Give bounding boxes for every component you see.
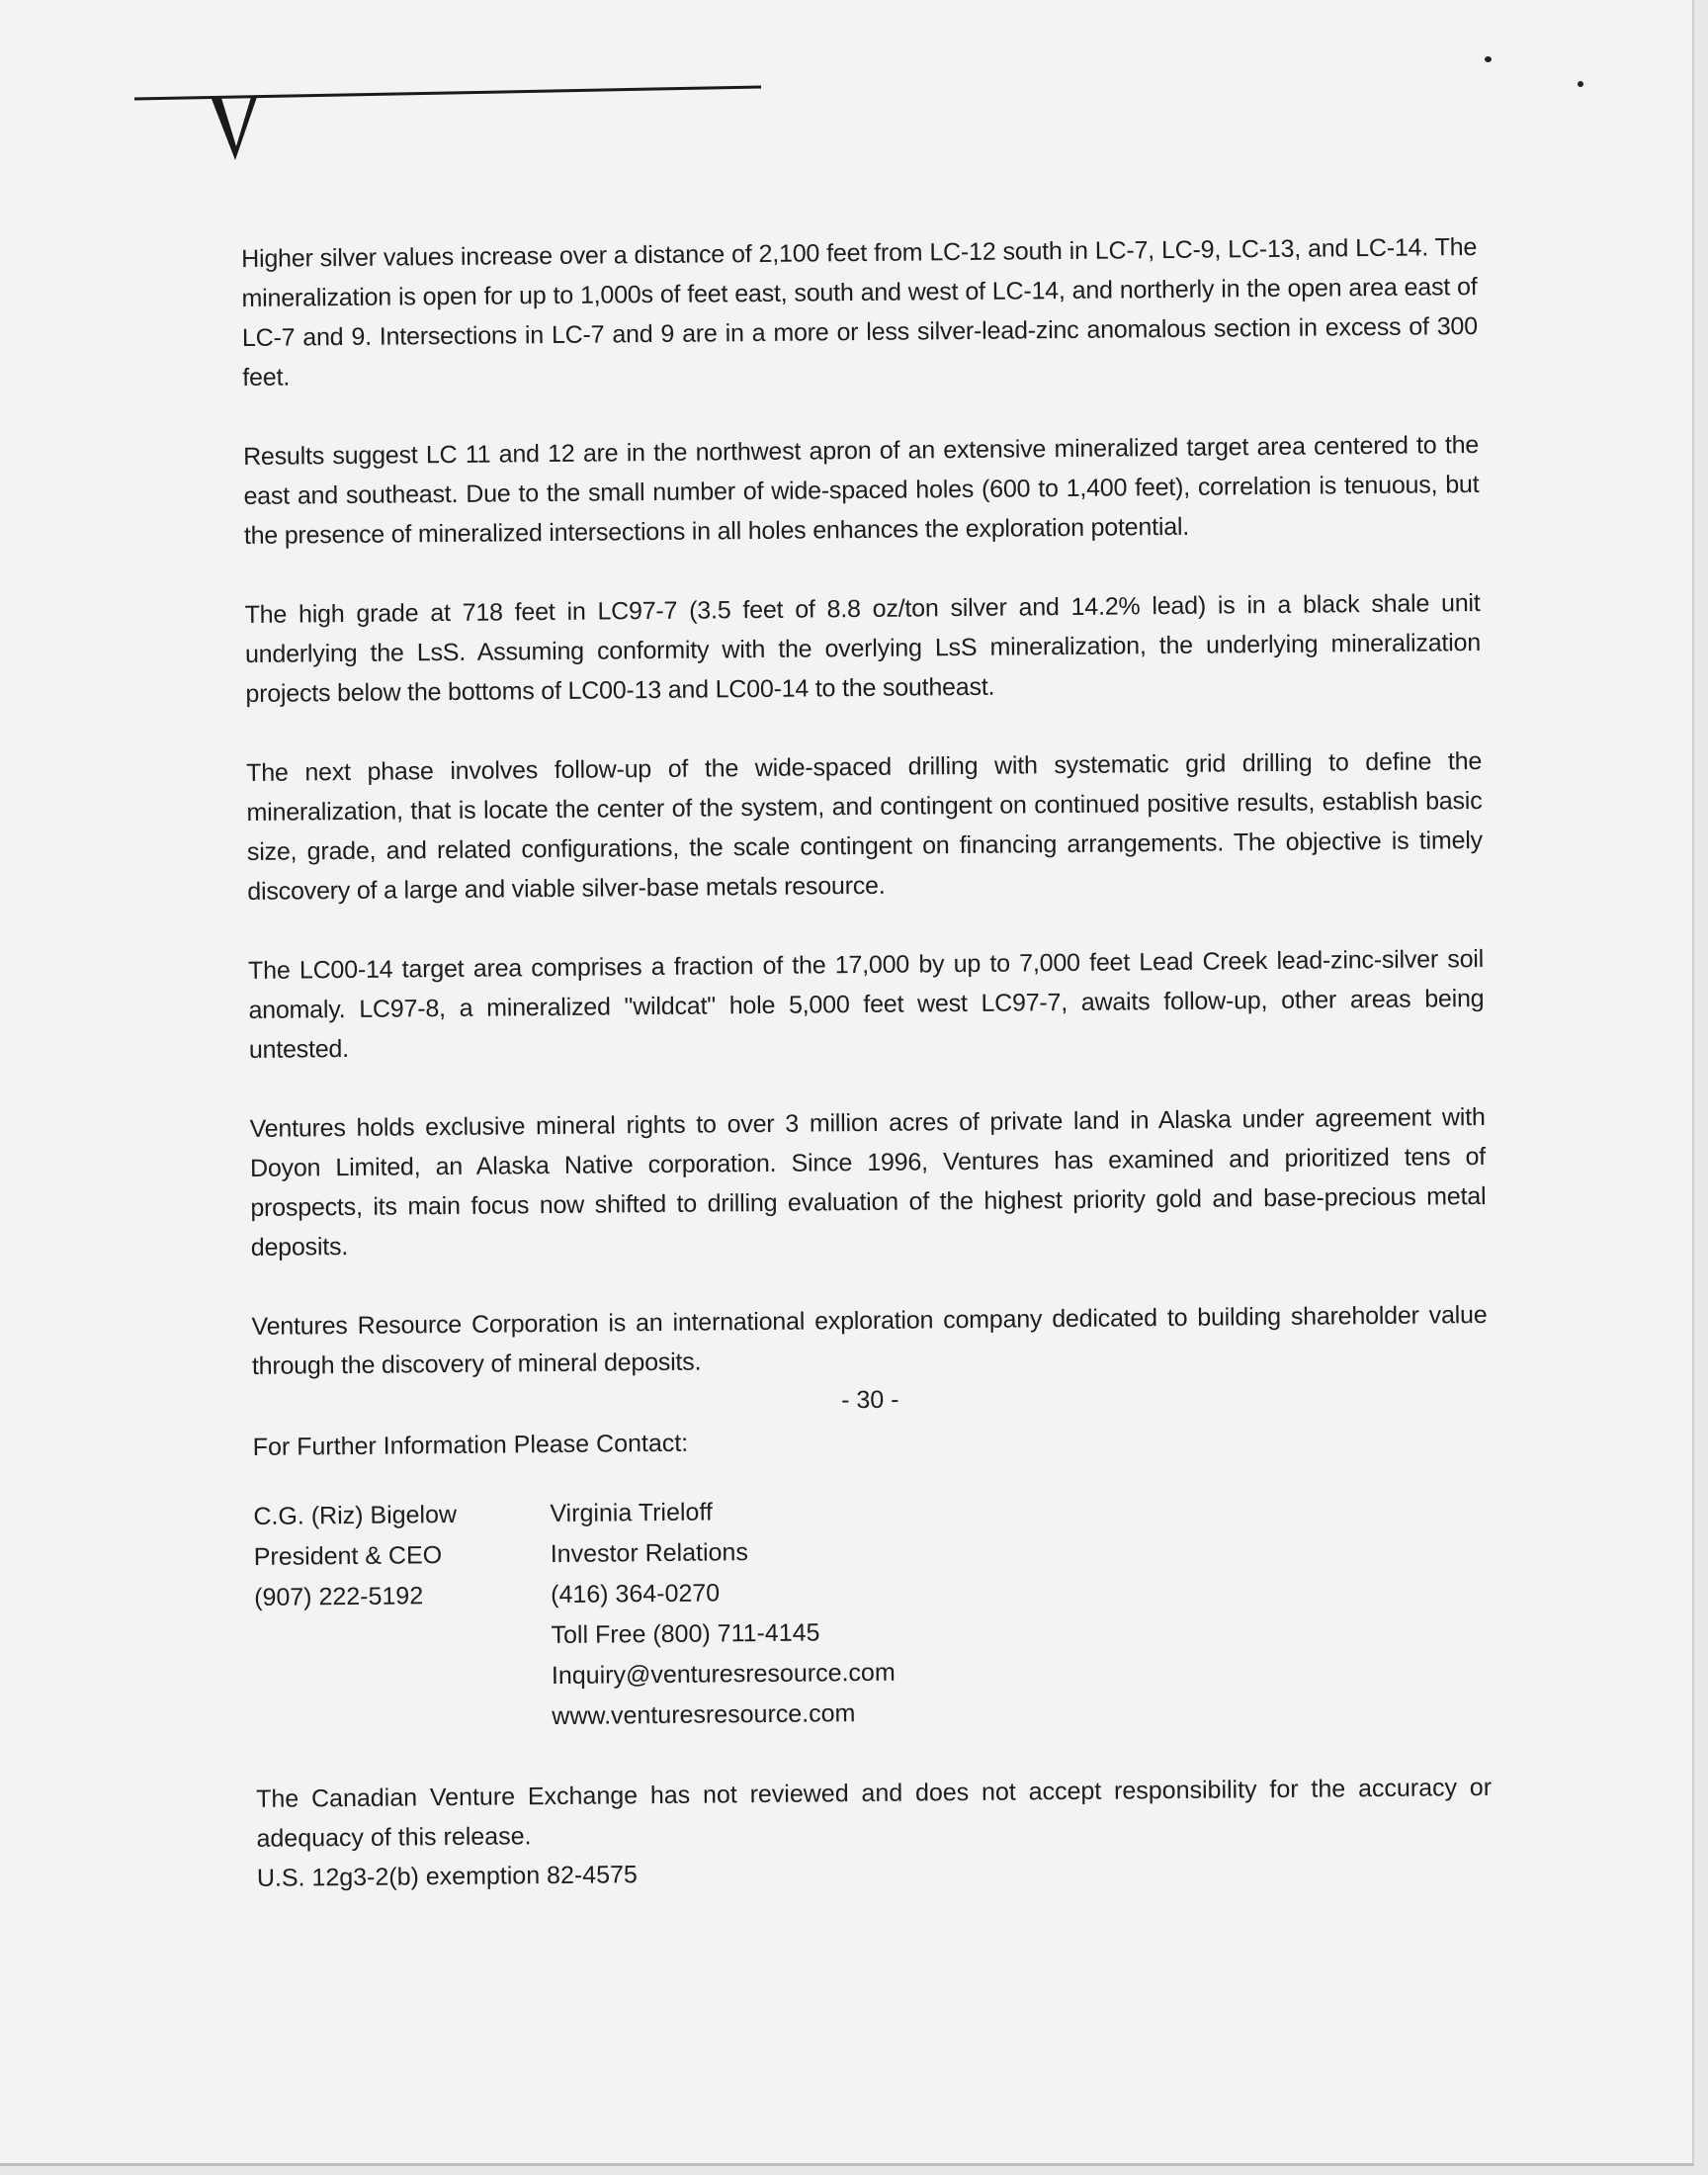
contact-intro: For Further Information Please Contact: <box>252 1429 689 1461</box>
paragraph: Higher silver values increase over a distance of 2,100 feet from LC-12 south in LC-7, LC-9, LC-13, and LC-14. The mineralization is open for up to 1,000s of feet east, south and west of LC-14, and northerly in the open area east of LC-7 and 9. Intersections in LC-7 and 9 are in a more or less silver-lead-zinc anomalous section in excess of 300 feet. <box>241 233 1479 392</box>
contact-phone: (907) 222-5192 <box>254 1582 424 1611</box>
contact-toll-free: Toll Free (800) 711-4145 <box>551 1618 820 1650</box>
contact-email: Inquiry@venturesresource.com <box>551 1658 896 1691</box>
ventures-v-logo <box>134 77 767 166</box>
contact-right-column <box>550 1491 896 1737</box>
contact-name: C.G. (Riz) Bigelow <box>253 1500 458 1530</box>
scan-speck <box>1578 81 1583 87</box>
contact-block <box>253 1485 1491 1740</box>
paragraph: The high grade at 718 feet in LC97-7 (3.5 feet of 8.8 oz/ton silver and 14.2% lead) is in a black shale unit underlying the LsS. Assuming conformity with the overlying LsS mineralization, the underlying mineralization projects below the bottoms of LC00-13 and LC00-14 to the southeast. <box>244 588 1482 708</box>
contact-phone: (416) 364-0270 <box>551 1579 721 1610</box>
disclaimer: The Canadian Venture Exchange has not reviewed and does not accept responsibility for the accuracy or adequacy of this release. <box>256 1773 1493 1853</box>
page-number: - 30 - <box>840 1385 899 1415</box>
paragraph: Ventures holds exclusive mineral rights to over 3 million acres of private land in Alaska under agreement with Doyon Limited, an Alaska Native corporation. Since 1996, Ventures has examined and prioritized tens of prospects, its main focus now shifted to drilling evaluation of the highest priority gold and base-precious metal deposits. <box>249 1102 1487 1262</box>
exemption-note: U.S. 12g3-2(b) exemption 82-4575 <box>256 1861 638 1892</box>
paragraph: The next phase involves follow-up of the wide-spaced drilling with systematic grid drilling to define the mineralization, that is locate the center of the system, and contingent on continued positive results, establish basic size, grade, and related configurations, the scale contingent on financing arrangements. The objective is timely discovery of a large and viable silver-base metals resource. <box>246 746 1484 906</box>
paragraph: Ventures Resource Corporation is an international exploration company dedicated to building shareholder value through the discovery of mineral deposits. <box>251 1300 1488 1380</box>
contact-title: President & CEO <box>253 1541 443 1571</box>
contact-name: Virginia Trieloff <box>550 1498 713 1528</box>
contact-left-column <box>253 1494 552 1740</box>
press-release-body <box>241 227 1493 1898</box>
scan-speck <box>1485 56 1492 62</box>
paragraph: The LC00-14 target area comprises a fraction of the 17,000 by up to 7,000 feet Lead Creek lead-zinc-silver soil anomaly. LC97-8, a mineralized "wildcat" hole 5,000 feet west LC97-7, awaits follow-up, other areas being untested. <box>247 944 1485 1064</box>
contact-website: www.venturesresource.com <box>552 1699 856 1731</box>
paragraph: Results suggest LC 11 and 12 are in the northwest apron of an extensive mineralized target area centered to the east and southeast. Due to the small number of wide-spaced holes (600 to 1,400 feet), correlation is tenuous, but the presence of mineralized intersections in all holes enhances the exploration potential. <box>242 430 1480 550</box>
contact-title: Investor Relations <box>550 1538 749 1569</box>
